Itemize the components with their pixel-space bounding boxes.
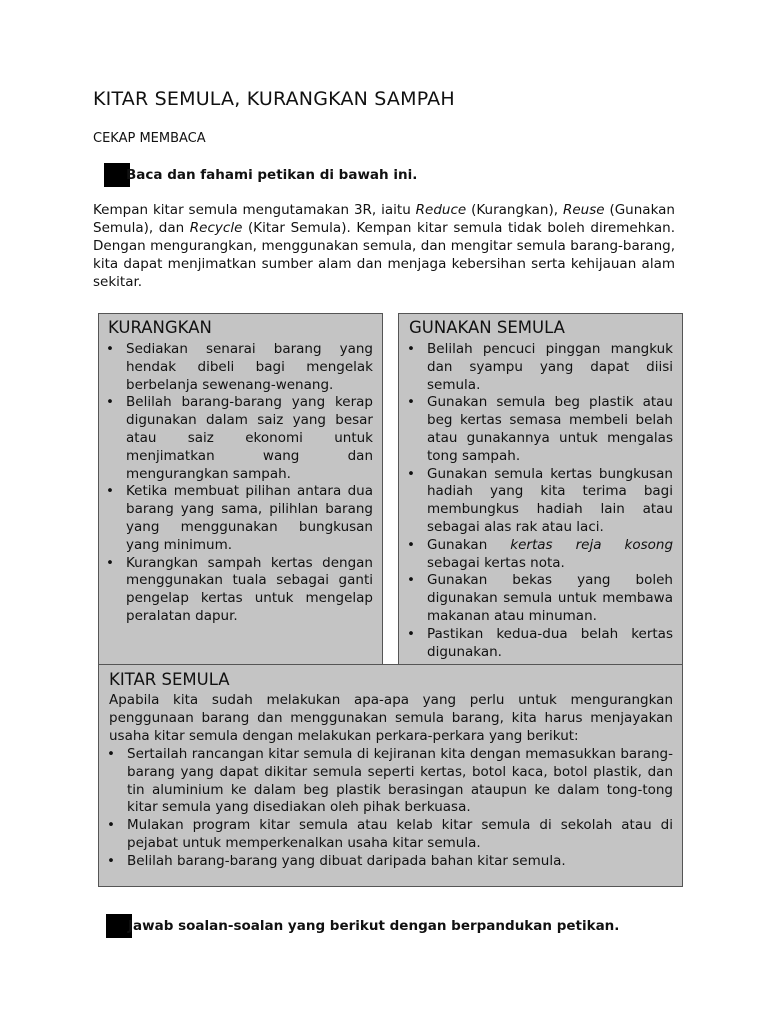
intro-paragraph xyxy=(93,201,675,291)
kitar-semula-intro: Apabila kita sudah melakukan apa-apa yang perlu untuk mengurangkan penggunaan barang dan menggunakan semula barang, kita harus menjayakan usaha kitar semula dengan melakukan perkara-perkara yang berikut: xyxy=(109,692,673,744)
intro-text-4: (Kitar Semula). Kempan kitar semula tidak boleh diremehkan. Dengan mengurangkan, menggunakan semula, dan mengitar semula barang-barang, kita dapat menjimatkan sumber alam dan menjaga kebersihan serta kehijauan alam sekitar. xyxy=(93,220,675,290)
term-recycle: Recycle xyxy=(189,220,243,236)
instruction-questions-text: Jawab soalan-soalan yang berikut dengan berpandukan petikan. xyxy=(128,918,620,934)
list-item: • Mulakan program kitar semula atau kelab kitar semula di sekolah atau di pejabat untuk memperkenalkan usaha kitar semula. xyxy=(127,817,673,853)
list-item: • Ketika membuat pilihan antara dua barang yang sama, pilihlan barang yang menggunakan bungkusan yang minimum. xyxy=(126,483,373,554)
list-item: • Sediakan senarai barang yang hendak dibeli bagi mengelak berbelanja sewenang-wenang. xyxy=(126,341,373,394)
kitar-semula-list xyxy=(127,746,673,871)
list-item: • Kurangkan sampah kertas dengan menggunakan tuala sebagai ganti pengelap kertas untuk mengelap peralatan dapur. xyxy=(126,555,373,626)
instruction-reading-text: Baca dan fahami petikan di bawah ini. xyxy=(126,167,418,183)
list-item: • Gunakan bekas yang boleh digunakan semula untuk membawa makanan atau minuman. xyxy=(427,572,673,625)
page-title: KITAR SEMULA, KURANGKAN SAMPAH xyxy=(93,88,455,110)
list-item: • Belilah pencuci pinggan mangkuk dan syampu yang dapat diisi semula. xyxy=(427,341,673,394)
term-reduce: Reduce xyxy=(415,202,467,218)
kitar-semula-box xyxy=(98,664,683,887)
kurangkan-box xyxy=(98,313,383,673)
list-item: • Pastikan kedua-dua belah kertas digunakan. xyxy=(427,626,673,662)
list-item-text: sebagai kertas nota. xyxy=(427,554,565,571)
kitar-semula-heading: KITAR SEMULA xyxy=(109,670,230,689)
section-subheading: CEKAP MEMBACA xyxy=(93,131,206,146)
list-item: • Gunakan semula beg plastik atau beg kertas semasa membeli belah atau gunakannya untuk mengalas tong sampah. xyxy=(427,394,673,465)
term-reuse: Reuse xyxy=(562,202,605,218)
kurangkan-heading: KURANGKAN xyxy=(108,318,212,337)
gunakan-semula-box xyxy=(398,313,683,673)
gunakan-semula-list xyxy=(427,341,673,661)
list-item: • Belilah barang-barang yang kerap digunakan dalam saiz yang besar atau saiz ekonomi untuk menjimatkan wang dan mengurangkan sampah. xyxy=(126,394,373,483)
list-item: • Belilah barang-barang yang dibuat daripada bahan kitar semula. xyxy=(127,853,673,871)
list-item-text: Gunakan xyxy=(427,536,511,553)
gunakan-semula-heading: GUNAKAN SEMULA xyxy=(409,318,565,337)
list-item xyxy=(427,537,673,573)
kurangkan-list xyxy=(126,341,373,626)
intro-text-2: (Kurangkan), xyxy=(466,202,563,218)
intro-text-1: Kempan kitar semula mengutamakan 3R, iaitu xyxy=(93,202,416,218)
instruction-questions xyxy=(106,914,619,938)
list-item: • Gunakan semula kertas bungkusan hadiah yang kita terima bagi membungkus hadiah lain atau sebagai alas rak atau laci. xyxy=(427,466,673,537)
instruction-reading xyxy=(104,163,417,187)
term-kertas-reja: kertas reja kosong xyxy=(510,536,674,553)
intro-text-3: (Gunakan Semula), dan xyxy=(93,202,675,236)
list-item: • Sertailah rancangan kitar semula di kejiranan kita dengan memasukkan barang-barang yang dapat dikitar semula seperti kertas, botol kaca, botol plastik, dan tin aluminium ke dalam beg plastik berasingan ataupun ke dalam tong-tong kitar semula yang disediakan oleh pihak berkuasa. xyxy=(127,746,673,817)
